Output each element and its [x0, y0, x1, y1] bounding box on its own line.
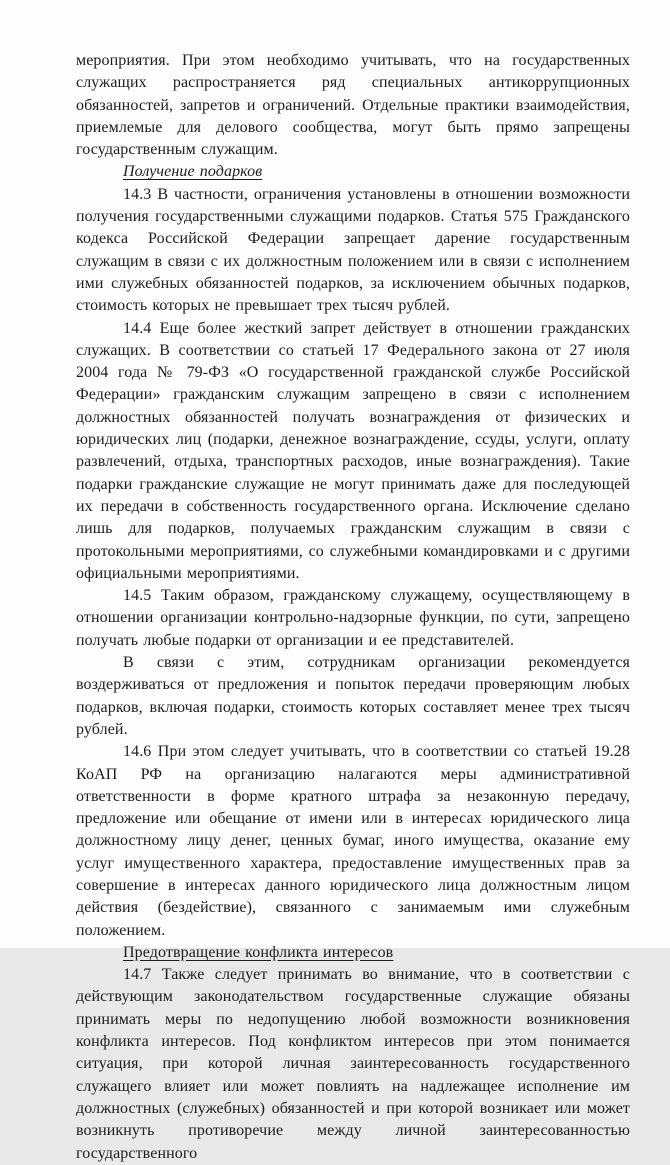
body-paragraph-14-4: 14.4 Еще более жесткий запрет действует в отношении гражданских служащих. В соответствии со статьей 17 Федерального закона от 27 июля 2004 года № 79-ФЗ «О государственной гражданской службе Российской Федерации» гражданским служащим запрещено в связи с исполнением должностных обязанностей получать вознаграждения от физических и юридических лиц (подарки, денежное вознаграждение, ссуды, услуги, оплату развлечений, отдыха, транспортных расходов, иные вознаграждения). Такие подарки гражданские служащие не могут принимать даже для последующей их передачи в собственность государственного органа. Исключение сделано лишь для подарков, получаемых гражданским служащим в связи с протокольными мероприятиями, со служебными командировками и с другими официальными мероприятиями.: [76, 319, 630, 582]
page-text-block: [76, 50, 630, 1165]
body-paragraph-14-7: 14.7 Также следует принимать во внимание, что в соответствии с действующим законодательством государственные служащие обязаны принимать меры по недопущению любой возможности возникновения конфликта интересов. Под конфликтом интересов при этом понимается ситуация, при которой личная заинтересованность государственного служащего влияет или может повлиять на надлежащее исполнение им должностных (служебных) обязанностей и при которой возникает или может возникнуть противоречие между личной заинтересованностью государственного: [76, 966, 630, 1162]
section-heading-conflict-of-interest: Предотвращение конфликта интересов: [123, 943, 394, 961]
section-heading-gift-receipt: Получение подарков: [123, 163, 263, 181]
body-paragraph-14-3: 14.3 В частности, ограничения установлены в отношении возможности получения государственными служащими подарков. Статья 575 Гражданского кодекса Российской Федерации запрещает дарение государственным служащим в связи с их должностным положением или в связи с исполнением ими служебных обязанностей подарков, за исключением обычных подарков, стоимость которых не превышает трех тысяч рублей.: [76, 185, 630, 315]
body-paragraph-recommendation: В связи с этим, сотрудникам организации рекомендуется воздерживаться от предложения и попыток передачи проверяющим любых подарков, включая подарки, стоимость которых составляет менее трех тысяч рублей.: [76, 654, 630, 738]
body-paragraph-continuation: мероприятия. При этом необходимо учитывать, что на государственных служащих распространяется ряд специальных антикоррупционных обязанностей, запретов и ограничений. Отдельные практики взаимодействия, приемлемые для делового сообщества, могут быть прямо запрещены государственным служащим.: [76, 52, 630, 159]
body-paragraph-14-6: 14.6 При этом следует учитывать, что в соответствии со статьей 19.28 КоАП РФ на организацию налагаются меры административной ответственности в форме кратного штрафа за незаконную передачу, предложение или обещание от имени или в интересах юридического лица должностному лицу денег, ценных бумаг, иного имущества, оказание ему услуг имущественного характера, предоставление имущественных прав за совершение в интересах данного юридического лица должностным лицом действия (бездействие), связанного с занимаемым ими служебным положением.: [76, 743, 630, 939]
body-paragraph-14-5: 14.5 Таким образом, гражданскому служащему, осуществляющему в отношении организации контрольно-надзорные функции, по сути, запрещено получать любые подарки от организации и ее представителей.: [76, 587, 630, 649]
